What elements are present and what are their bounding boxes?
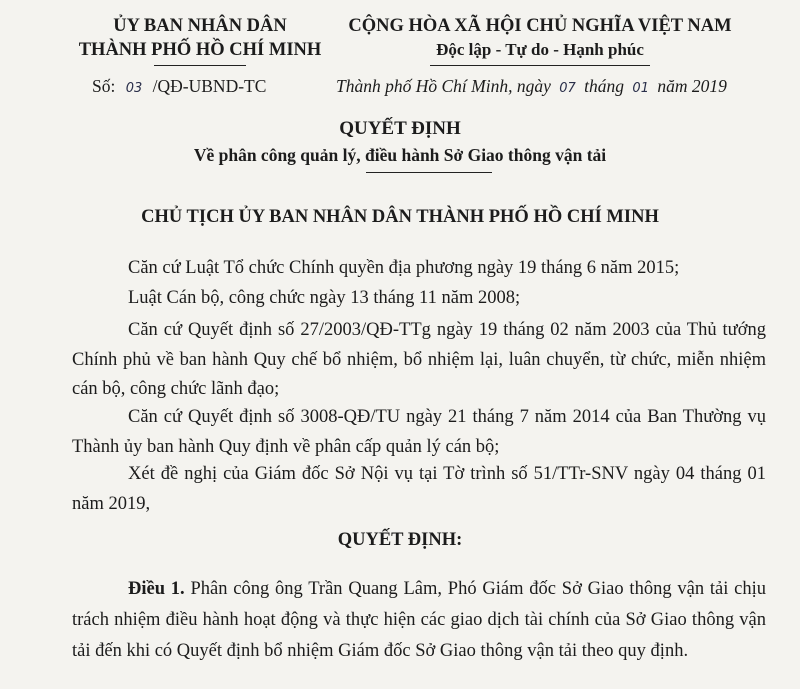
issuing-agency (70, 14, 330, 66)
issue-date (336, 76, 727, 97)
article-1-label: Điều 1. (128, 579, 185, 599)
preamble-item: Xét đề nghị của Giám đốc Sở Nội vụ tại Tờ trình số 51/TTr-SNV ngày 04 tháng 01 năm 2019, (72, 464, 766, 514)
preamble-item: Căn cứ Quyết định số 3008-QĐ/TU ngày 21 tháng 7 năm 2014 của Ban Thường vụ Thành ủy ban hành Quy định về phân cấp quản lý cán bộ; (72, 407, 766, 457)
date-month-label: tháng (584, 76, 625, 96)
national-motto: Độc lập - Tự do - Hạnh phúc (436, 40, 644, 59)
document-number (92, 76, 266, 97)
date-day: 07 (559, 81, 576, 96)
date-place: Thành phố Hồ Chí Minh, ngày (336, 76, 551, 96)
national-header (335, 14, 745, 66)
preamble-item: Căn cứ Quyết định số 27/2003/QĐ-TTg ngày 19 tháng 02 năm 2003 của Thủ tướng Chính phủ về ban hành Quy chế bổ nhiệm, bổ nhiệm lại, luân chuyển, từ chức, miễn nhiệm cán bộ, công chức lãnh đạo; (72, 320, 766, 399)
article-1 (72, 574, 766, 667)
document-title: QUYẾT ĐỊNH (339, 118, 461, 139)
number-value: 03 (125, 81, 143, 96)
agency-underline (154, 65, 246, 66)
decision-heading: QUYẾT ĐỊNH: (337, 530, 463, 550)
preamble-item: Luật Cán bộ, công chức ngày 13 tháng 11 năm 2008; (128, 288, 521, 308)
issuing-authority: CHỦ TỊCH ỦY BAN NHÂN DÂN THÀNH PHỐ HỒ CHÍ MINH (141, 207, 659, 227)
number-prefix: Số: (92, 76, 116, 96)
agency-line-1: ỦY BAN NHÂN DÂN (113, 16, 287, 36)
preamble-item: Căn cứ Luật Tổ chức Chính quyền địa phương ngày 19 tháng 6 năm 2015; (128, 258, 680, 278)
country-name: CỘNG HÒA XÃ HỘI CHỦ NGHĨA VIỆT NAM (348, 16, 732, 36)
subtitle-underline (366, 172, 492, 173)
number-suffix: /QĐ-UBND-TC (152, 76, 267, 96)
article-1-text: Phân công ông Trần Quang Lâm, Phó Giám đốc Sở Giao thông vận tải chịu trách nhiệm điều hành hoạt động và thực hiện các giao dịch tài chính của Sở Giao thông vận tải đến khi có Quyết định bổ nhiệm Giám đốc Sở Giao thông vận tải theo quy định. (72, 579, 767, 661)
motto-underline (430, 65, 650, 66)
date-year: năm 2019 (657, 76, 727, 96)
agency-line-2: THÀNH PHỐ HỒ CHÍ MINH (78, 40, 322, 60)
document-subtitle: Về phân công quản lý, điều hành Sở Giao thông vận tải (193, 145, 607, 165)
date-month: 01 (632, 81, 649, 96)
